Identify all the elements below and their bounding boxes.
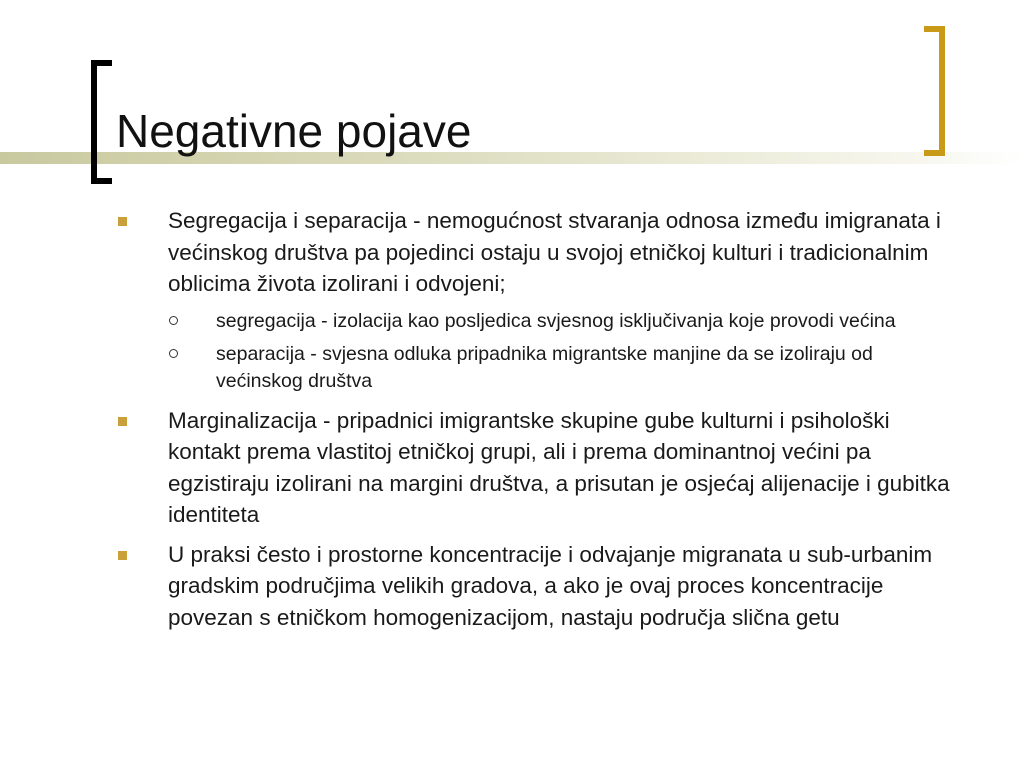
square-bullet-icon <box>118 417 127 426</box>
circle-bullet-icon <box>169 316 178 325</box>
sub-bullet-item-separacija <box>216 341 961 395</box>
slide-title: Negativne pojave <box>116 105 472 157</box>
bullet-item-concentration <box>168 539 958 634</box>
sub-bullet-item-segregacija <box>216 308 961 335</box>
bullet-item-marginalization <box>168 405 958 531</box>
square-bullet-icon <box>118 217 127 226</box>
right-bracket-decoration <box>924 26 945 156</box>
bullet-text: U praksi često i prostorne koncentracije i odvajanje migranata u sub-urbanim gradskim područjima velikih gradova, a ako je ovaj proces koncentracije povezan s etničkom homogenizacijom, nastaju područja slična getu <box>168 541 933 630</box>
slide-content <box>0 205 1024 641</box>
square-bullet-icon <box>118 551 127 560</box>
sub-bullet-text: segregacija - izolacija kao posljedica svjesnog isključivanja koje provodi većina <box>216 309 896 332</box>
left-bracket-decoration <box>91 60 112 184</box>
sub-bullet-list <box>0 308 1024 395</box>
bullet-item-segregation <box>168 205 958 300</box>
bullet-text: Marginalizacija - pripadnici imigrantske skupine gube kulturni i psihološki kontakt prema vlastitoj etničkoj grupi, ali i prema dominantnoj većini pa egzistiraju izolirani na margini društva, a prisutan je osjećaj alijenacije i gubitka identiteta <box>168 407 950 527</box>
bullet-text: Segregacija i separacija - nemogućnost stvaranja odnosa između imigranata i većinskog društva pa pojedinci ostaju u svojoj etničkoj kulturi i tradicionalnim oblicima života izolirani i odvojeni; <box>168 208 941 296</box>
sub-bullet-text: separacija - svjesna odluka pripadnika migrantske manjine da se izoliraju od većinskog društva <box>216 342 873 392</box>
circle-bullet-icon <box>169 349 178 358</box>
